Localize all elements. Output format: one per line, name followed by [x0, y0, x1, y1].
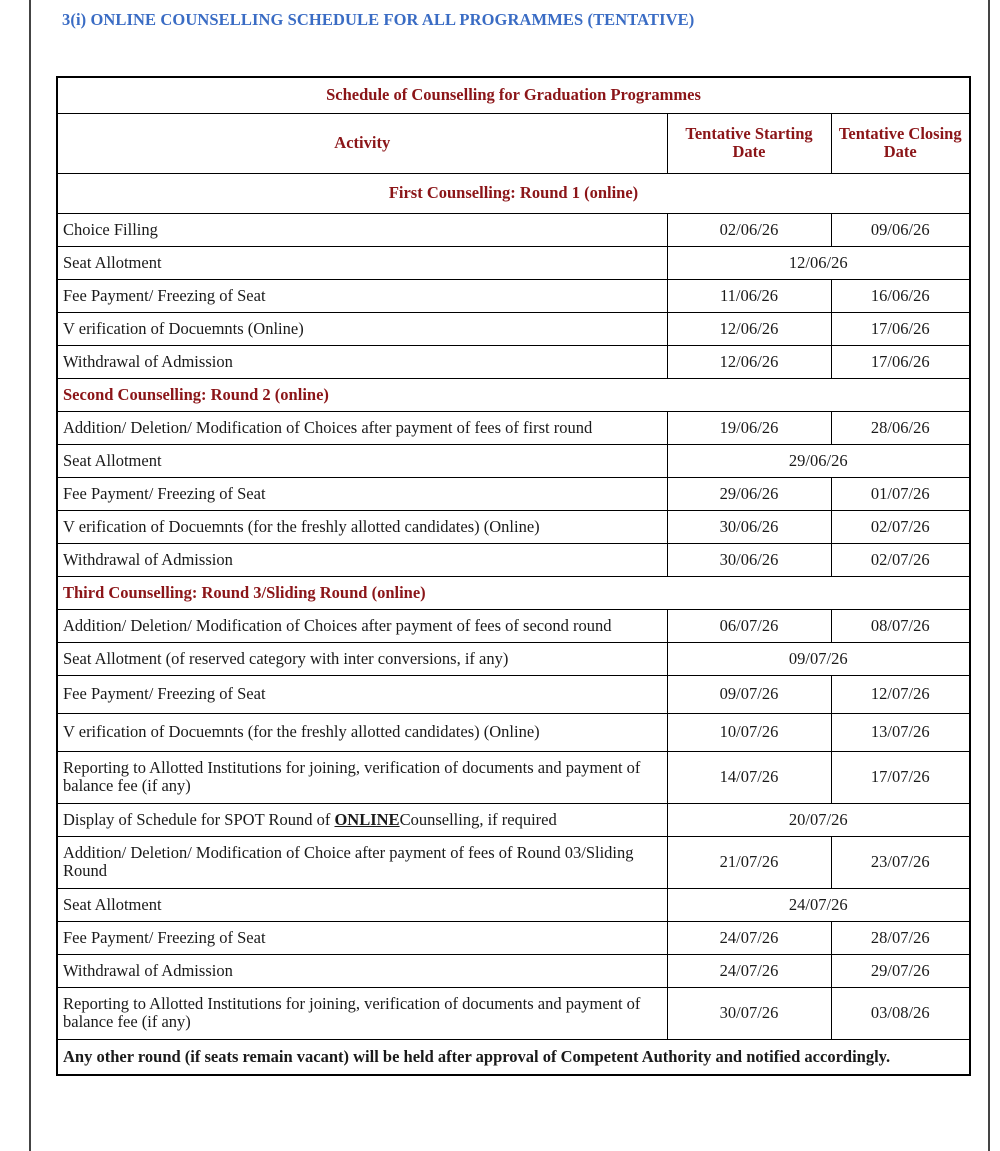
header-closing-date: Tentative Closing Date: [831, 113, 970, 173]
start-date-cell: 12/06/26: [667, 345, 831, 378]
date-cell: 24/07/26: [667, 888, 970, 921]
table-row: [57, 312, 970, 345]
closing-date-cell: 09/06/26: [831, 213, 970, 246]
activity-cell: Withdrawal of Admission: [57, 954, 667, 987]
closing-date-cell: 29/07/26: [831, 954, 970, 987]
closing-date-cell: 17/07/26: [831, 751, 970, 803]
header-start-date: Tentative Starting Date: [667, 113, 831, 173]
activity-cell: Addition/ Deletion/ Modification of Choices after payment of fees of second round: [57, 609, 667, 642]
activity-cell: Seat Allotment (of reserved category with inter conversions, if any): [57, 642, 667, 675]
table-row: [57, 642, 970, 675]
table-row: [57, 751, 970, 803]
activity-cell: Choice Filling: [57, 213, 667, 246]
round-2-heading: Second Counselling: Round 2 (online): [57, 378, 970, 411]
activity-cell: Withdrawal of Admission: [57, 543, 667, 576]
activity-text-suffix: Counselling, if required: [399, 809, 557, 829]
start-date-cell: 30/07/26: [667, 987, 831, 1039]
start-date-cell: 19/06/26: [667, 411, 831, 444]
table-title: Schedule of Counselling for Graduation Programmes: [57, 77, 970, 113]
activity-cell: V erification of Docuemnts (for the freshly allotted candidates) (Online): [57, 713, 667, 751]
activity-cell: V erification of Docuemnts (Online): [57, 312, 667, 345]
table-row: [57, 411, 970, 444]
table-row: [57, 609, 970, 642]
table-row: [57, 888, 970, 921]
header-activity: Activity: [57, 113, 667, 173]
activity-cell: Seat Allotment: [57, 246, 667, 279]
closing-date-cell: 17/06/26: [831, 312, 970, 345]
table-row: [57, 921, 970, 954]
activity-cell: Fee Payment/ Freezing of Seat: [57, 675, 667, 713]
activity-cell: Seat Allotment: [57, 444, 667, 477]
start-date-cell: 09/07/26: [667, 675, 831, 713]
date-cell: 09/07/26: [667, 642, 970, 675]
start-date-cell: 10/07/26: [667, 713, 831, 751]
activity-cell: [57, 803, 667, 836]
activity-cell: Addition/ Deletion/ Modification of Choices after payment of fees of first round: [57, 411, 667, 444]
footer-note-row: [57, 1039, 970, 1075]
date-cell: 20/07/26: [667, 803, 970, 836]
table-row: [57, 510, 970, 543]
start-date-cell: 30/06/26: [667, 543, 831, 576]
page-border-right: [988, 0, 990, 1151]
section-heading: 3(i) ONLINE COUNSELLING SCHEDULE FOR ALL PROGRAMMES (TENTATIVE): [62, 10, 695, 29]
start-date-cell: 29/06/26: [667, 477, 831, 510]
page-border-left: [29, 0, 31, 1151]
closing-date-cell: 08/07/26: [831, 609, 970, 642]
table-row: [57, 213, 970, 246]
start-date-cell: 21/07/26: [667, 836, 831, 888]
start-date-cell: 06/07/26: [667, 609, 831, 642]
closing-date-cell: 02/07/26: [831, 510, 970, 543]
counselling-schedule-table: [56, 76, 971, 1076]
footer-note: Any other round (if seats remain vacant) will be held after approval of Competent Authority and notified accordingly.: [57, 1039, 970, 1075]
closing-date-cell: 28/06/26: [831, 411, 970, 444]
activity-cell: V erification of Docuemnts (for the freshly allotted candidates) (Online): [57, 510, 667, 543]
table-row: [57, 444, 970, 477]
activity-cell: Seat Allotment: [57, 888, 667, 921]
table-row: [57, 675, 970, 713]
start-date-cell: 11/06/26: [667, 279, 831, 312]
online-emphasis: ONLINE: [334, 809, 400, 829]
table-header-row: [57, 113, 970, 173]
start-date-cell: 24/07/26: [667, 921, 831, 954]
closing-date-cell: 28/07/26: [831, 921, 970, 954]
start-date-cell: 02/06/26: [667, 213, 831, 246]
table-row: [57, 987, 970, 1039]
start-date-cell: 24/07/26: [667, 954, 831, 987]
table-row: [57, 345, 970, 378]
table-row: [57, 803, 970, 836]
closing-date-cell: 01/07/26: [831, 477, 970, 510]
table-row: [57, 713, 970, 751]
closing-date-cell: 23/07/26: [831, 836, 970, 888]
table-row: [57, 954, 970, 987]
start-date-cell: 30/06/26: [667, 510, 831, 543]
round-heading-row: [57, 173, 970, 213]
closing-date-cell: 13/07/26: [831, 713, 970, 751]
closing-date-cell: 12/07/26: [831, 675, 970, 713]
activity-cell: Reporting to Allotted Institutions for joining, verification of documents and payment of balance fee (if any): [57, 987, 667, 1039]
activity-cell: Reporting to Allotted Institutions for joining, verification of documents and payment of balance fee (if any): [57, 751, 667, 803]
start-date-cell: 14/07/26: [667, 751, 831, 803]
start-date-cell: 12/06/26: [667, 312, 831, 345]
closing-date-cell: 03/08/26: [831, 987, 970, 1039]
table-row: [57, 279, 970, 312]
activity-cell: Fee Payment/ Freezing of Seat: [57, 279, 667, 312]
closing-date-cell: 16/06/26: [831, 279, 970, 312]
round-1-heading: First Counselling: Round 1 (online): [57, 173, 970, 213]
table-row: [57, 836, 970, 888]
table-row: [57, 246, 970, 279]
activity-text-prefix: Display of Schedule for SPOT Round of: [63, 809, 335, 829]
closing-date-cell: 17/06/26: [831, 345, 970, 378]
closing-date-cell: 02/07/26: [831, 543, 970, 576]
date-cell: 12/06/26: [667, 246, 970, 279]
table-row: [57, 543, 970, 576]
activity-cell: Fee Payment/ Freezing of Seat: [57, 477, 667, 510]
activity-cell: Withdrawal of Admission: [57, 345, 667, 378]
round-3-heading: Third Counselling: Round 3/Sliding Round (online): [57, 576, 970, 609]
table-title-row: [57, 77, 970, 113]
round-heading-row: [57, 576, 970, 609]
table-row: [57, 477, 970, 510]
round-heading-row: [57, 378, 970, 411]
activity-cell: Fee Payment/ Freezing of Seat: [57, 921, 667, 954]
activity-cell: Addition/ Deletion/ Modification of Choice after payment of fees of Round 03/Sliding Round: [57, 836, 667, 888]
date-cell: 29/06/26: [667, 444, 970, 477]
